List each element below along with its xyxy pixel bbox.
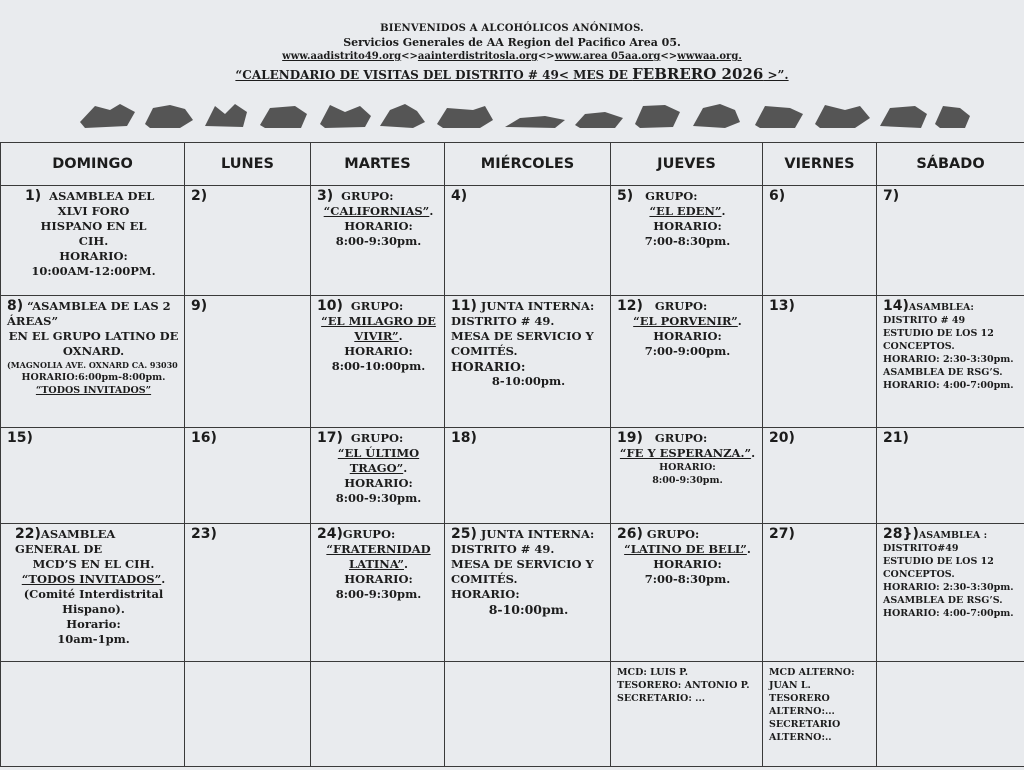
day-cell-1: 1) ASAMBLEA DEL XLVI FORO HISPANO EN EL CIH. HORARIO: 10:00AM-12:00PM. [1,186,185,296]
empty-cell [445,662,611,767]
day-cell-10: 10) GRUPO: “EL MILAGRO DE VIVIR”. HORARIO: 8:00-10:00pm. [311,296,445,428]
day-cell-4: 4) [445,186,611,296]
link-aa[interactable]: wwwaa.org. [677,51,742,62]
day-cell-5: 5) GRUPO: “EL EDEN”. HORARIO: 7:00-8:30pm. [611,186,763,296]
day-cell-2: 2) [185,186,311,296]
day-cell-17: 17) GRUPO: “EL ÚLTIMO TRAGO”. HORARIO: 8:00-9:30pm. [311,428,445,524]
week-row [1,524,1024,662]
header-jueves: JUEVES [611,143,763,186]
header-lunes: LUNES [185,143,311,186]
day-cell-26: 26) GRUPO: “LATINO DE BELL”. HORARIO: 7:00-8:30pm. [611,524,763,662]
day-cell-3: 3) GRUPO: “CALIFORNIAS”. HORARIO: 8:00-9:30pm. [311,186,445,296]
day-cell-14: 14)ASAMBLEA: DISTRITO # 49 ESTUDIO DE LOS 12 CONCEPTOS. HORARIO: 2:30-3:30pm. ASAMBLEA DE RSG’S. HORARIO: 4:00-7:00pm. [877,296,1024,428]
day-cell-6: 6) [763,186,877,296]
document-header [0,22,1024,84]
footer-row [1,662,1024,767]
header-sabado: SÁBADO [877,143,1024,186]
officers-cell: MCD: LUIS P. TESORERO: ANTONIO P. SECRETARIO: ... [611,662,763,767]
day-cell-24: 24)GRUPO: “FRATERNIDAD LATINA”. HORARIO: 8:00-9:30pm. [311,524,445,662]
link-distrito49[interactable]: www.aadistrito49.org [282,51,402,62]
alternate-officers-cell: MCD ALTERNO: JUAN L. TESORERO ALTERNO:... SECRETARIO ALTERNO:.. [763,662,877,767]
header-domingo: DOMINGO [1,143,185,186]
welcome-line: BIENVENIDOS A ALCOHÓLICOS ANÓNIMOS. [380,23,644,34]
header-miercoles: MIÉRCOLES [445,143,611,186]
day-cell-16: 16) [185,428,311,524]
empty-cell [311,662,445,767]
day-cell-15: 15) [1,428,185,524]
weekday-header-row [1,143,1024,186]
day-cell-9: 9) [185,296,311,428]
header-viernes: VIERNES [763,143,877,186]
services-line: Servicios Generales de AA Region del Pacifico Area 05. [343,36,681,49]
day-cell-27: 27) [763,524,877,662]
links-line: www.aadistrito49.org<>aainterdistritosla.org<>www.area 05aa.org<>wwwaa.org. [282,51,742,62]
calendar-month: FEBRERO 2026 [632,65,764,83]
link-area05[interactable]: www.area 05aa.org [554,51,661,62]
week-row [1,296,1024,428]
week-row [1,428,1024,524]
week-row [1,186,1024,296]
day-cell-11: 11) JUNTA INTERNA: DISTRITO # 49. MESA DE SERVICIO Y COMITÉS. HORARIO: 8-10:00pm. [445,296,611,428]
day-cell-25: 25) JUNTA INTERNA: DISTRITO # 49. MESA DE SERVICIO Y COMITÉS. HORARIO: 8-10:00pm. [445,524,611,662]
day-cell-22: 22)ASAMBLEA GENERAL DE MCD’S EN EL CIH. “TODOS INVITADOS”. (Comité Interdistrital Hispano). Horario: 10am-1pm. [1,524,185,662]
day-cell-28: 28})ASAMBLEA : DISTRITO#49 ESTUDIO DE LOS 12 CONCEPTOS. HORARIO: 2:30-3:30pm. ASAMBLEA DE RSG’S. HORARIO: 4:00-7:00pm. [877,524,1024,662]
empty-cell [1,662,185,767]
day-cell-21: 21) [877,428,1024,524]
day-cell-12: 12) GRUPO: “EL PORVENIR”. HORARIO: 7:00-9:00pm. [611,296,763,428]
day-cell-19: 19) GRUPO: “FE Y ESPERANZA.”. HORARIO: 8:00-9:30pm. [611,428,763,524]
day-cell-8: 8) “ASAMBLEA DE LAS 2 ÁREAS” EN EL GRUPO LATINO DE OXNARD. (MAGNOLIA AVE. OXNARD CA. 93030 HORARIO:6:00pm-8:00pm. “TODOS INVITADOS” [1,296,185,428]
calendar-table [0,142,1024,767]
calendar-title: “CALENDARIO DE VISITAS DEL DISTRITO # 49< MES DE FEBRERO 2026 >”. [235,65,789,83]
day-cell-20: 20) [763,428,877,524]
day-cell-13: 13) [763,296,877,428]
day-cell-18: 18) [445,428,611,524]
day-cell-7: 7) [877,186,1024,296]
empty-cell [877,662,1024,767]
decorative-banner-icon [75,100,975,130]
header-martes: MARTES [311,143,445,186]
empty-cell [185,662,311,767]
day-cell-23: 23) [185,524,311,662]
link-interdistritos[interactable]: aainterdistritosla.org [417,51,538,62]
